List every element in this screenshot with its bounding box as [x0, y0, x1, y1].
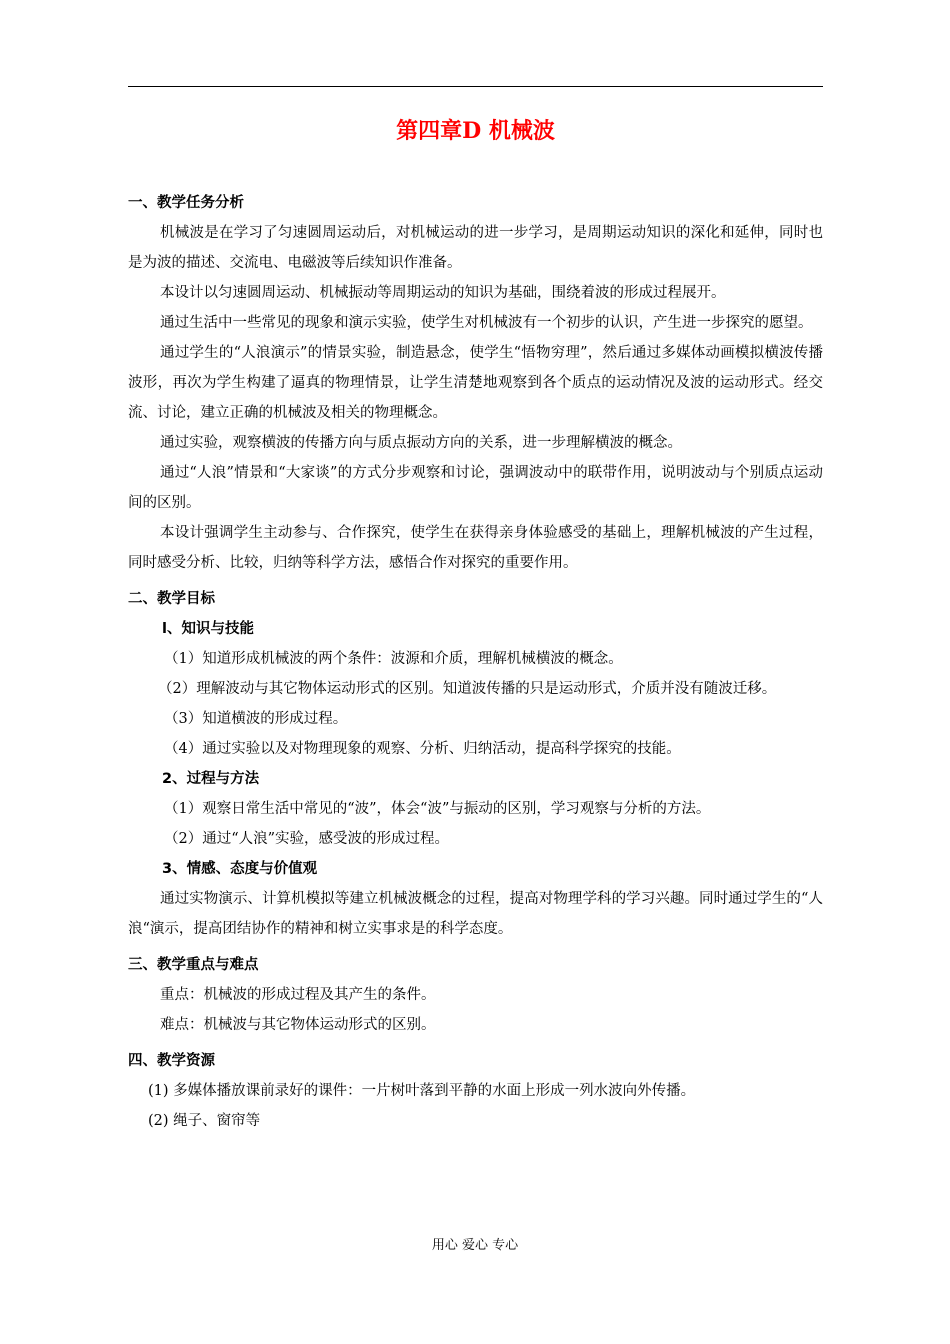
- subheading-knowledge-skills: l、知识与技能: [162, 621, 254, 637]
- paragraph: 本设计以匀速圆周运动、机械振动等周期运动的知识为基础，围绕着波的形成过程展开。: [160, 285, 726, 301]
- document-title: 第四章D 机械波: [396, 118, 555, 144]
- document-body: [128, 114, 823, 1136]
- paragraph: 通过生活中一些常见的现象和演示实验，使学生对机械波有一个初步的认识，产生进一步探究的愿望。: [160, 315, 813, 331]
- section-heading-objectives: 二、教学目标: [128, 591, 215, 607]
- section-heading-resources: 四、教学资源: [128, 1053, 215, 1069]
- resource-item: (1) 多媒体播放课前录好的课件：一片树叶落到平静的水面上形成一列水波向外传播。: [148, 1083, 696, 1099]
- section-heading-task-analysis: 一、教学任务分析: [128, 195, 244, 211]
- list-item: （1）知道形成机械波的两个条件：波源和介质，理解机械横波的概念。: [164, 651, 623, 667]
- list-item: （2）理解波动与其它物体运动形式的区别。知道波传播的只是运动形式，介质并没有随波迁移。: [158, 681, 777, 697]
- key-point: 重点：机械波的形成过程及其产生的条件。: [160, 987, 436, 1003]
- paragraph: 通过“人浪”情景和“大家谈”的方式分步观察和讨论，强调波动中的联带作用，说明波动与个别质点运动间的区别。: [128, 465, 823, 511]
- difficult-point: 难点：机械波与其它物体运动形式的区别。: [160, 1017, 436, 1033]
- subheading-emotion-values: 3、情感、态度与价值观: [162, 861, 318, 877]
- list-item: （4）通过实验以及对物理现象的观察、分析、归纳活动，提高科学探究的技能。: [164, 741, 681, 757]
- list-item: （2）通过“人浪”实验，感受波的形成过程。: [164, 831, 450, 847]
- paragraph: 机械波是在学习了匀速圆周运动后，对机械运动的进一步学习，是周期运动知识的深化和延伸，同时也是为波的描述、交流电、电磁波等后续知识作准备。: [128, 225, 823, 271]
- paragraph: 通过实物演示、计算机模拟等建立机械波概念的过程，提高对物理学科的学习兴趣。同时通过学生的“人浪“演示，提高团结协作的精神和树立实事求是的科学态度。: [128, 891, 823, 937]
- header-rule: [128, 86, 823, 87]
- list-item: （1）观察日常生活中常见的“波”，体会“波”与振动的区别，学习观察与分析的方法。: [164, 801, 711, 817]
- paragraph: 本设计强调学生主动参与、合作探究，使学生在获得亲身体验感受的基础上，理解机械波的产生过程，同时感受分析、比较，归纳等科学方法，感悟合作对探究的重要作用。: [128, 525, 823, 571]
- subheading-process-method: 2、过程与方法: [162, 771, 260, 787]
- paragraph: 通过实验，观察横波的传播方向与质点振动方向的关系，进一步理解横波的概念。: [160, 435, 682, 451]
- resource-item: (2) 绳子、窗帘等: [148, 1113, 261, 1129]
- page-footer: 用心 爱心 专心: [431, 1238, 519, 1253]
- paragraph: 通过学生的“人浪演示”的情景实验，制造悬念，使学生“悟物穷理”，然后通过多媒体动画模拟横波传播波形，再次为学生构建了逼真的物理情景，让学生清楚地观察到各个质点的运动情况及波的运动形式。经交流、讨论，建立正确的机械波及相关的物理概念。: [128, 345, 823, 421]
- section-heading-key-points: 三、教学重点与难点: [128, 957, 259, 973]
- list-item: （3）知道横波的形成过程。: [164, 711, 348, 727]
